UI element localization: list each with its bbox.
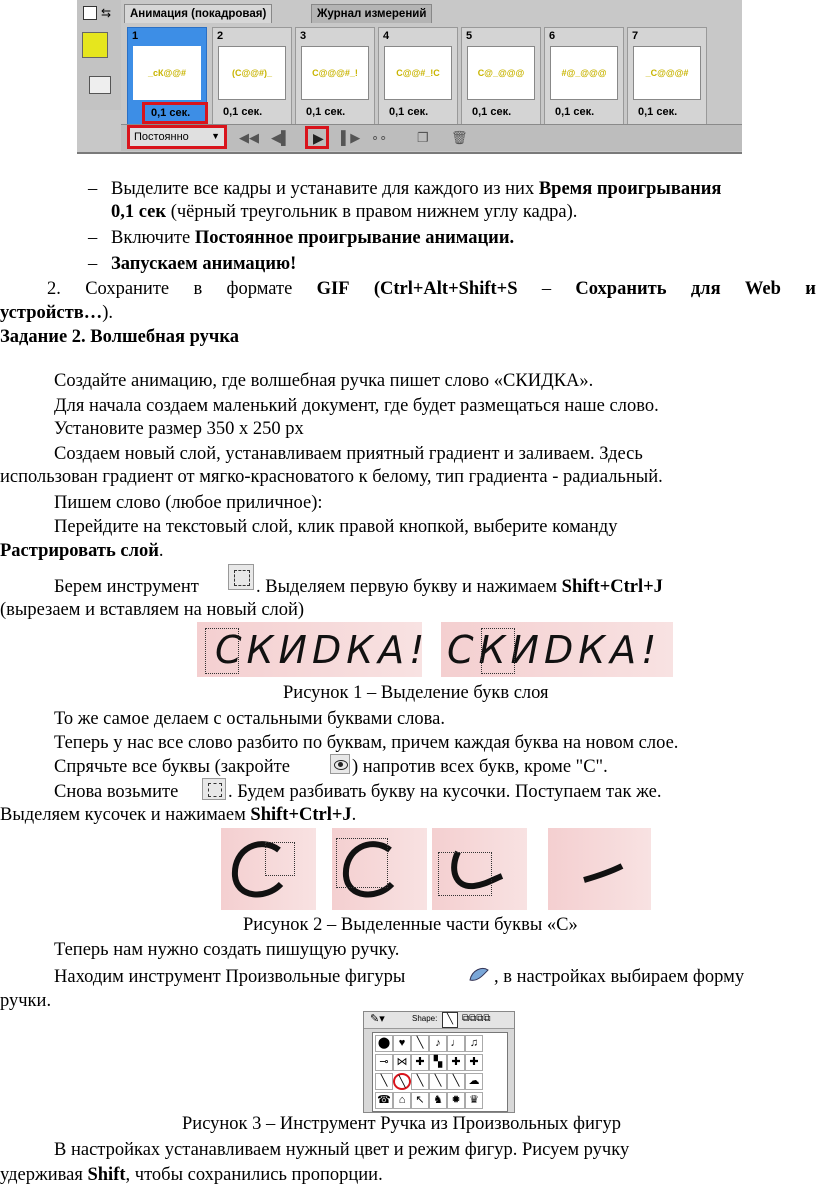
shape-cell[interactable]: ╲: [375, 1073, 393, 1090]
shape-tool-icon[interactable]: ✎▾: [370, 1013, 385, 1025]
bullet-dash: –: [88, 228, 98, 248]
frame-2[interactable]: [212, 27, 292, 125]
play-icon: ▶: [313, 130, 324, 146]
chevron-down-icon: ▼: [211, 131, 220, 141]
text: Спрячьте все буквы (закройте: [54, 757, 290, 777]
paragraph: Выделяем кусочек и нажимаем Shift+Ctrl+J.: [0, 805, 357, 825]
frame-5[interactable]: [461, 27, 541, 125]
step-bold: и: [805, 279, 816, 299]
bold-text: Растрировать слой: [0, 541, 159, 561]
paragraph: В настройках устанавливаем нужный цвет и режим фигур. Рисуем ручку: [54, 1140, 630, 1160]
bullet-bold: Время проигрывания: [538, 179, 722, 199]
text: удерживая: [0, 1165, 88, 1185]
paragraph: , в настройках выбираем форму: [494, 967, 745, 987]
shape-picker-screenshot: [363, 1011, 515, 1113]
bullet-dash: –: [88, 254, 98, 274]
frame-number: 5: [466, 30, 473, 42]
tab-measurement-log[interactable]: Журнал измерений: [311, 4, 432, 23]
step-bold: для: [690, 279, 721, 299]
frame-1-delay-highlight[interactable]: [142, 102, 208, 124]
paragraph: Создаем новый слой, устанавливаем приятный градиент и заливаем. Здесь: [54, 444, 643, 464]
step-2: [47, 278, 816, 300]
shape-cell[interactable]: ♪: [429, 1035, 447, 1052]
shape-cell[interactable]: ♛: [465, 1092, 483, 1109]
animation-panel-screenshot: [77, 0, 742, 154]
shape-cell[interactable]: ╲: [447, 1073, 465, 1090]
frame-number: 1: [132, 30, 139, 42]
paragraph: [256, 576, 663, 598]
shape-cell[interactable]: ↖: [411, 1092, 429, 1109]
bullet-3: [111, 253, 296, 275]
shape-label: Shape:: [412, 1014, 438, 1023]
frame-thumbnail: С@_@@@: [467, 46, 535, 100]
bullet-text: Включите: [111, 228, 195, 248]
bullet-bold: 0,1 сек: [111, 202, 167, 222]
shape-cell[interactable]: ☁: [465, 1073, 483, 1090]
delete-frame-icon[interactable]: 🗑: [451, 130, 468, 145]
word-image-text: СКИDКА!: [215, 628, 430, 672]
shape-cell[interactable]: ♫: [465, 1035, 483, 1052]
default-colors-icon[interactable]: [83, 6, 97, 20]
custom-shape-tool-icon: [466, 962, 492, 988]
figure-caption: Рисунок 1 – Выделение букв слоя: [283, 683, 549, 703]
paragraph: . Будем разбивать букву на кусочки. Поступаем так же.: [228, 782, 662, 802]
paragraph: [54, 756, 290, 778]
animation-controls: [121, 124, 742, 151]
figure-2-image-2: [332, 828, 427, 910]
figure-1-image-b: [441, 622, 673, 677]
step-word: –: [541, 279, 552, 299]
figure-caption: Рисунок 2 – Выделенные части буквы «С»: [243, 915, 578, 935]
paragraph: Для начала создаем маленький документ, где будет размещаться наше слово.: [54, 396, 659, 416]
swap-colors-icon[interactable]: ⇆: [101, 6, 112, 20]
marquee-tool-icon: [228, 564, 254, 590]
shape-cell[interactable]: ▚: [429, 1054, 447, 1071]
frame-thumbnail: (С@@#)_: [218, 46, 286, 100]
frame-delay[interactable]: 0,1 сек.: [472, 106, 512, 118]
paragraph: То же самое делаем с остальными буквами слова.: [54, 709, 446, 729]
shape-cell[interactable]: ⋈: [393, 1054, 411, 1071]
step-word: ).: [102, 303, 113, 323]
frame-delay[interactable]: 0,1 сек.: [555, 106, 595, 118]
next-frame-icon[interactable]: ▌▶: [341, 130, 361, 145]
paragraph: Теперь у нас все слово разбито по буквам, причем каждая буква на новом слое.: [54, 733, 679, 753]
paragraph: использован градиент от мягко-красноватого к белому, тип градиента - радиальный.: [0, 467, 663, 487]
shape-cell[interactable]: ✹: [447, 1092, 465, 1109]
paragraph: [54, 576, 199, 598]
bullet-bold: Постоянное проигрывание анимации.: [194, 228, 515, 248]
options-bar: [364, 1012, 514, 1029]
bullet-text: (чёрный треугольник в правом нижнем углу кадра).: [166, 202, 578, 222]
step-word: формате: [226, 279, 293, 299]
frame-thumbnail: С@@@#_!: [301, 46, 369, 100]
frame-3[interactable]: [295, 27, 375, 125]
frame-number: 4: [383, 30, 390, 42]
frame-6[interactable]: [544, 27, 624, 125]
eye-icon: [330, 754, 350, 774]
text: Выделяем кусочек и нажимаем: [0, 805, 251, 825]
bold-text: Shift: [87, 1165, 126, 1185]
text: Берем инструмент: [54, 577, 199, 597]
selection-marquee: [336, 838, 388, 888]
paragraph: ) напротив всех букв, кроме "С".: [352, 757, 608, 777]
shape-cell[interactable]: ╲: [411, 1073, 429, 1090]
quick-mask-icon[interactable]: [89, 76, 111, 94]
bullet-bold: Запускаем анимацию!: [111, 254, 297, 274]
shape-cell[interactable]: ✚: [465, 1054, 483, 1071]
tween-icon[interactable]: ∘∘: [371, 130, 388, 145]
selection-marquee: [205, 628, 239, 674]
frame-7[interactable]: [627, 27, 707, 125]
selection-marquee: [265, 842, 295, 876]
step-bold: (Ctrl+Alt+Shift+S: [373, 279, 518, 299]
paragraph: Теперь нам нужно создать пишущую ручку.: [54, 940, 400, 960]
text: . Выделяем первую букву и нажимаем: [256, 577, 562, 597]
step-bold: Web: [744, 279, 781, 299]
selection-marquee: [438, 852, 492, 896]
frame-number: 7: [632, 30, 639, 42]
bullet-2: [111, 227, 514, 249]
paragraph: [0, 1164, 383, 1186]
step-bold: GIF: [316, 279, 350, 299]
shape-cell[interactable]: ✚: [447, 1054, 465, 1071]
paragraph: Создайте анимацию, где волшебная ручка пишет слово «СКИДКА».: [54, 371, 594, 391]
bullet-1-cont: [111, 201, 577, 223]
loop-select-value: Постоянно: [134, 131, 189, 143]
figure-2-image-1: [221, 828, 316, 910]
frame-thumbnail: #@_@@@: [550, 46, 618, 100]
bullet-dash: –: [88, 179, 98, 199]
shape-cell[interactable]: ♥: [393, 1035, 411, 1052]
bold-text: Shift+Ctrl+J: [561, 577, 663, 597]
paragraph: Растрировать слой.: [0, 541, 164, 561]
paragraph: ручки.: [0, 991, 52, 1011]
tab-animation[interactable]: Анимация (покадровая): [124, 4, 272, 23]
figure-1-image-a: [197, 622, 430, 677]
frame-delay[interactable]: 0,1 сек.: [223, 106, 263, 118]
frame-4[interactable]: [378, 27, 458, 125]
frame-delay[interactable]: 0,1 сек.: [389, 106, 429, 118]
shape-cell[interactable]: ✚: [411, 1054, 429, 1071]
step-bold: устройств…: [0, 303, 103, 323]
step-word: Сохраните: [85, 279, 170, 299]
shape-cell[interactable]: ♞: [429, 1092, 447, 1109]
shape-cell[interactable]: ⌂: [393, 1092, 411, 1109]
paragraph: Находим инструмент Произвольные фигуры: [54, 967, 406, 987]
shape-cell[interactable]: ╲: [429, 1073, 447, 1090]
frame-number: 3: [300, 30, 307, 42]
word-image-text: СКИDКА!: [447, 628, 662, 672]
step-bold: Сохранить: [575, 279, 667, 299]
frame-delay[interactable]: 0,1 сек.: [638, 106, 678, 118]
panel-left-tools: [77, 0, 121, 110]
bullet-1: [111, 178, 721, 200]
frame-thumbnail: _сК@@#: [133, 46, 201, 100]
selection-marquee: [481, 628, 515, 674]
frame-delay: 0,1 сек.: [151, 107, 191, 119]
prev-frame-icon[interactable]: ◀▌: [271, 130, 291, 145]
shape-cell[interactable]: ♩: [447, 1035, 465, 1052]
paragraph: Установите размер 350 х 250 px: [54, 419, 304, 439]
pen-shape-cell[interactable]: ╲: [393, 1073, 411, 1090]
paragraph: Пишем слово (любое приличное):: [54, 493, 323, 513]
shape-mode-icons[interactable]: ⧉⧉⧉⧉: [462, 1013, 491, 1024]
letter-c-fragment: [548, 828, 651, 910]
frame-thumbnail: _С@@@#: [633, 46, 701, 100]
loop-select[interactable]: [127, 125, 227, 149]
bold-text: Shift+Ctrl+J: [250, 805, 352, 825]
step-number: 2.: [47, 279, 61, 299]
play-button[interactable]: [305, 126, 329, 149]
text: , чтобы сохранились пропорции.: [125, 1165, 383, 1185]
figure-caption: Рисунок 3 – Инструмент Ручка из Произвольных фигур: [182, 1114, 621, 1134]
paragraph: (вырезаем и вставляем на новый слой): [0, 600, 305, 620]
step-2-cont: [0, 302, 113, 324]
shape-cell[interactable]: ⬤: [375, 1035, 393, 1052]
shape-grid: [372, 1032, 508, 1112]
figure-2-image-3: [432, 828, 527, 910]
marquee-tool-icon: [202, 778, 226, 800]
first-frame-icon[interactable]: ◀◀: [239, 130, 259, 145]
foreground-color-swatch[interactable]: [82, 32, 108, 58]
bullet-text: Выделите все кадры и устанавите для каждого из них: [111, 179, 539, 199]
figure-2-image-4: [548, 828, 651, 910]
new-frame-icon[interactable]: ❐: [417, 130, 429, 145]
shape-dropdown[interactable]: ╲: [442, 1012, 458, 1028]
frame-number: 2: [217, 30, 224, 42]
paragraph: Перейдите на текстовый слой, клик правой кнопкой, выберите команду: [54, 517, 618, 537]
step-word: в: [193, 279, 203, 299]
shape-cell[interactable]: ╲: [411, 1035, 429, 1052]
shape-cell[interactable]: ☎: [375, 1092, 393, 1109]
shape-cell[interactable]: ⊸: [375, 1054, 393, 1071]
section-heading: Задание 2. Волшебная ручка: [0, 327, 239, 347]
frame-thumbnail: С@@#_!С: [384, 46, 452, 100]
frame-number: 6: [549, 30, 556, 42]
paragraph: Снова возьмите: [54, 782, 179, 802]
frame-delay[interactable]: 0,1 сек.: [306, 106, 346, 118]
